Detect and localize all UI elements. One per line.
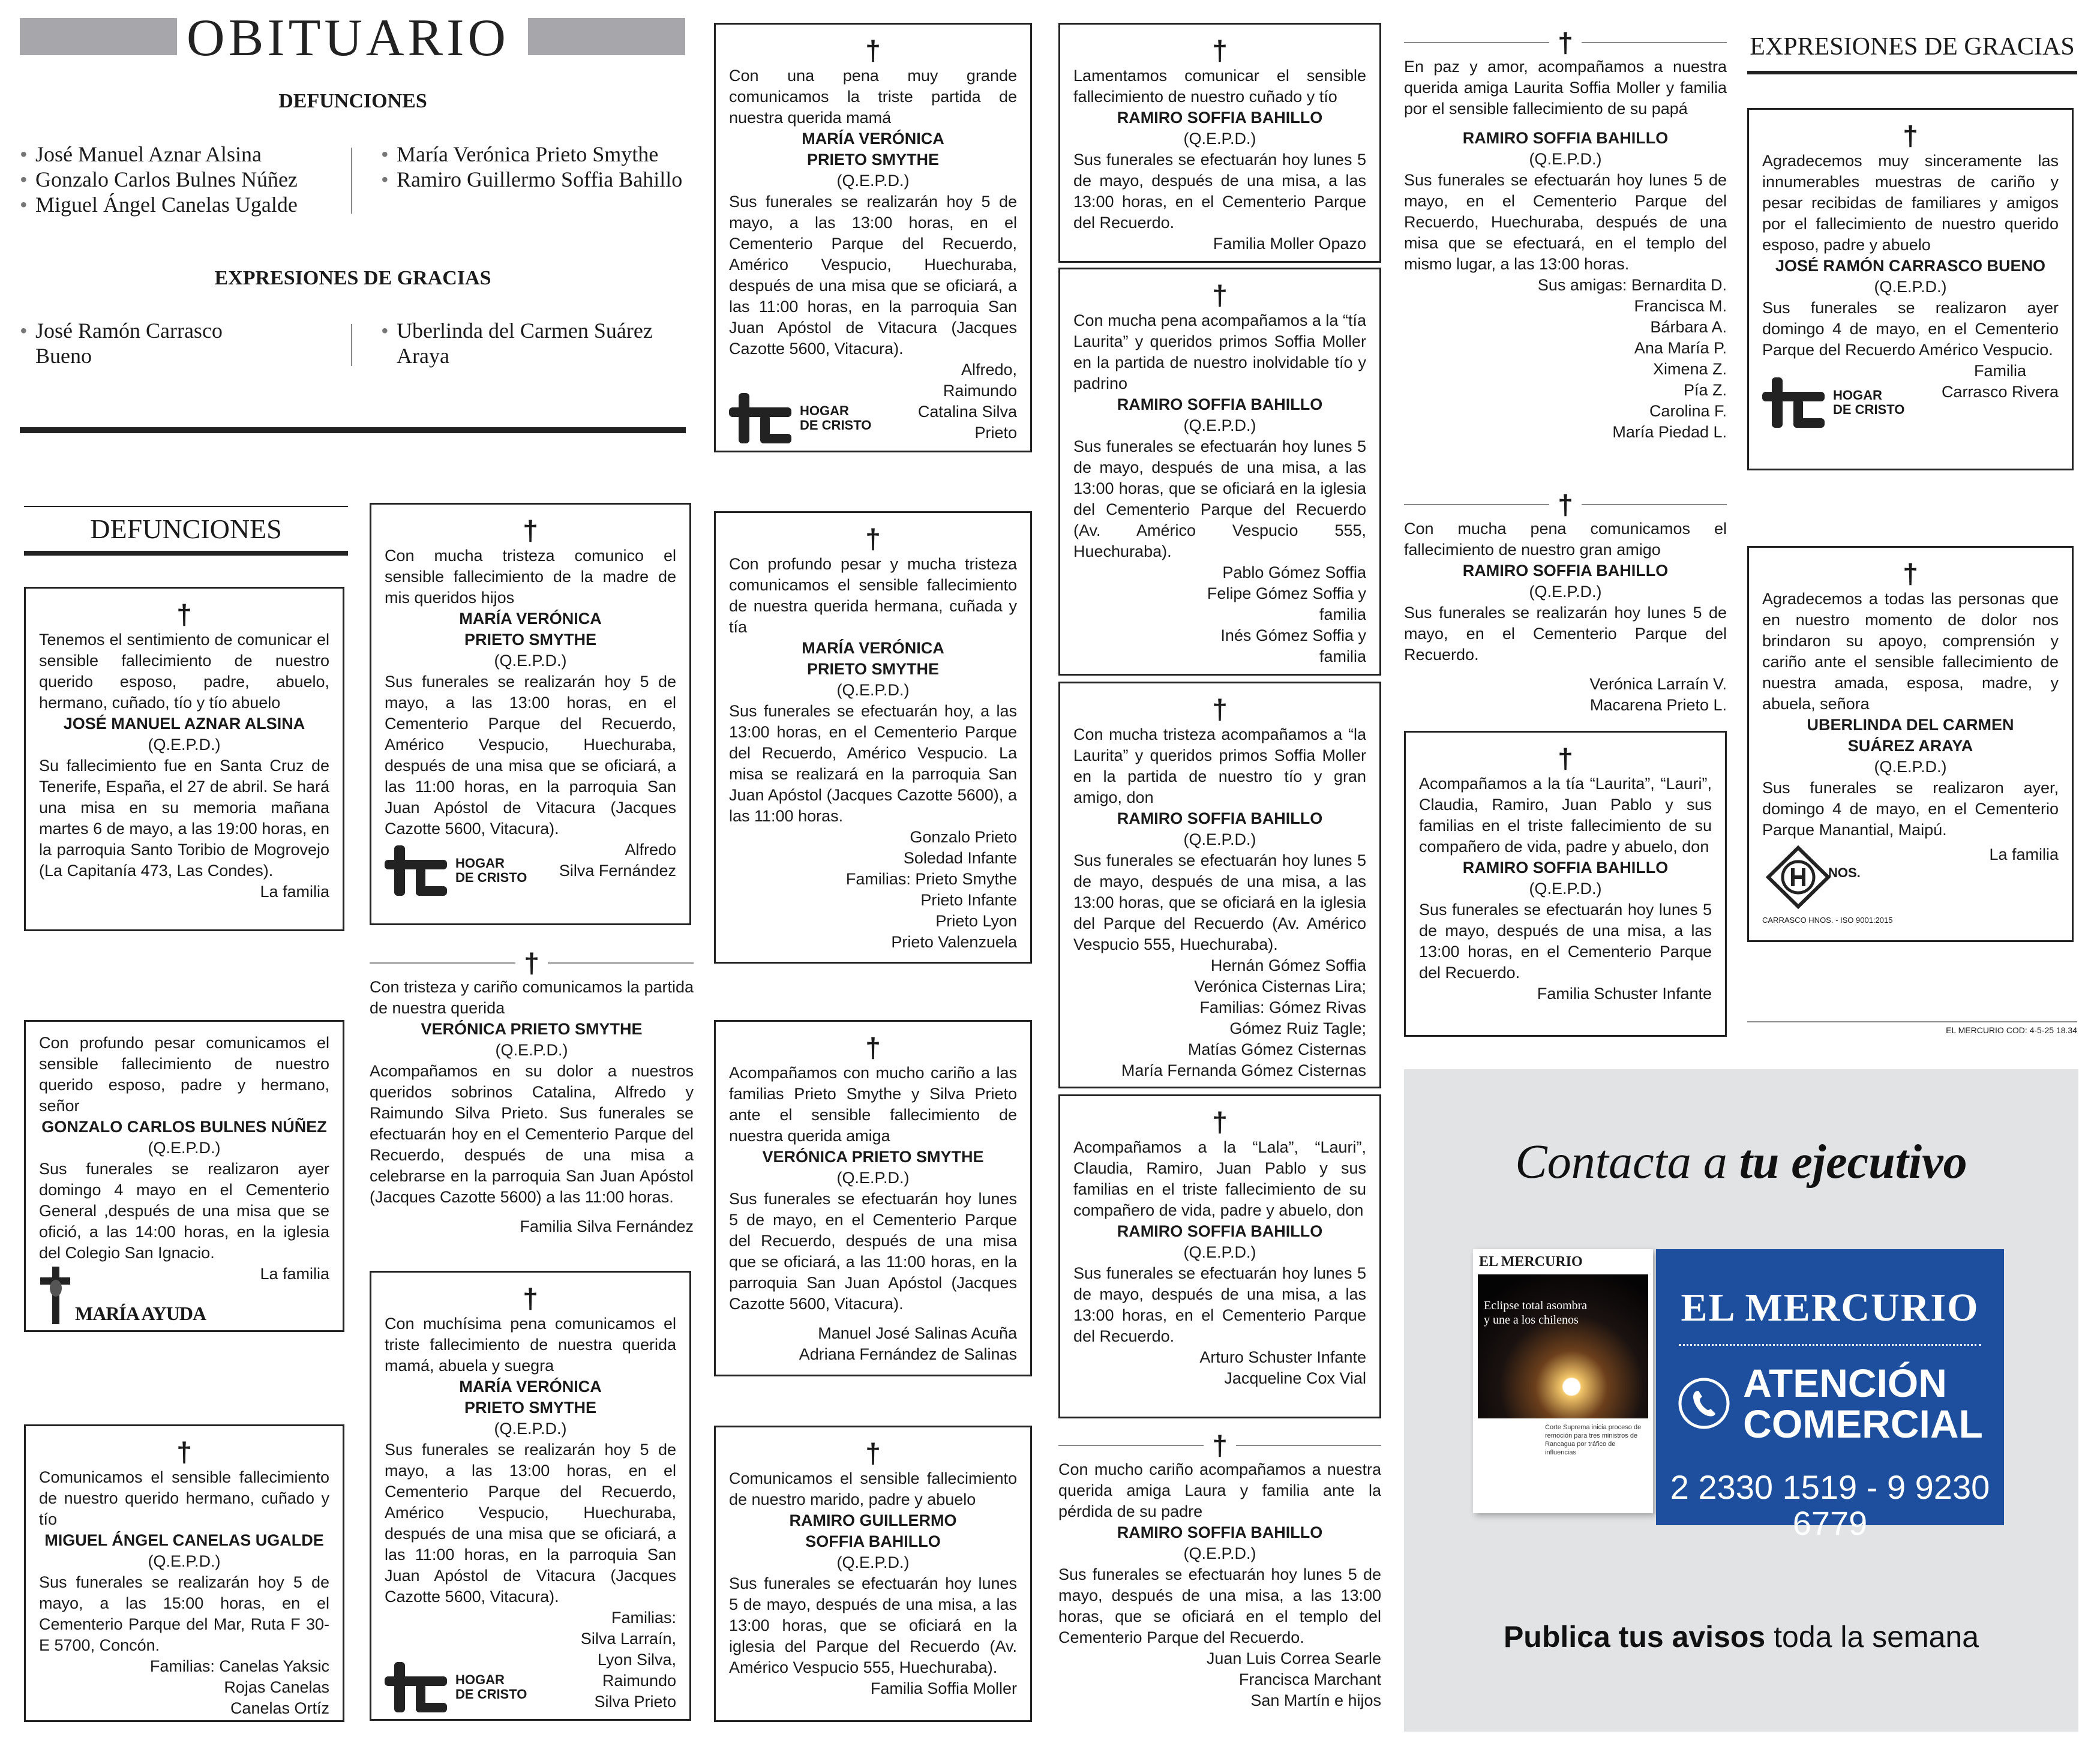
notice-body: Acompañamos en su dolor a nuestros queridos sobrinos Catalina, Alfredo y Raimundo Silva Prieto. Sus funerales se efectuarán hoy en el Cementerio Parque del Recuerdo, después de una misa a celebrarse en la parroquia San Juan Apóstol (Jacques Cazotte 5600) a las 11:00 horas. (370, 1062, 694, 1206)
notice-prieto-familias (370, 1271, 691, 1721)
maria-ayuda-label: MARÍA AYUDA (75, 1303, 206, 1324)
deceased-name: RAMIRO SOFFIA BAHILLO (1462, 129, 1669, 147)
ad-service-line1: ATENCIÓN (1743, 1361, 1947, 1405)
cross-icon: † (865, 1032, 881, 1063)
hogar-de-cristo-icon (385, 1662, 448, 1712)
notice-signature: Hernán Gómez Soffia Verónica Cisternas Lira; Familias: Gómez Rivas Gómez Ruiz Tagle; Matías Gómez Cisternas María Fernanda Gómez Cisternas (1121, 956, 1366, 1079)
notice-signature: La familia (260, 883, 329, 901)
hogar-de-cristo-label: HOGAR DE CRISTO (455, 1672, 527, 1702)
notice-moller-opazo (1058, 23, 1381, 263)
notice-intro: Con una pena muy grande comunicamos la triste partida de nuestra querida mamá (729, 67, 1017, 127)
notice-intro: Acompañamos a la tía “Laurita”, “Lauri”, Claudia, Ramiro, Juan Pablo y sus familias en el triste fallecimiento de su compañero de vida, padre y abuelo, don (1419, 775, 1712, 856)
cross-icon: † (1903, 120, 1918, 151)
qepd: (Q.E.P.D.) (1874, 278, 1947, 296)
notice-schuster-cox (1058, 1094, 1381, 1418)
notice-prieto-alfredo (370, 503, 691, 925)
cross-icon: † (523, 1283, 538, 1314)
hogar-de-cristo-icon (385, 845, 448, 896)
section-rule-top (24, 506, 348, 507)
notice-intro: Con muchísima pena comunicamos el triste fallecimiento de nuestra querida mamá, abuela y suegra (385, 1315, 676, 1375)
index-gracias-col1 (20, 318, 284, 368)
notice-signature: Alfredo Silva Fernández (559, 841, 676, 880)
carrasco-logo-text: NOS. (1828, 865, 1861, 880)
cross-icon: † (1212, 1106, 1228, 1138)
notice-signature: Familia Carrasco Rivera (1941, 362, 2059, 401)
notice-soffia-moller (714, 1426, 1032, 1722)
index-item: • Gonzalo Carlos Bulnes Núñez (20, 167, 350, 192)
notice-body: Sus funerales se realizaron ayer domingo 4 de mayo, en el Cementerio Parque del Recuerdo Américo Vespucio. (1762, 299, 2059, 359)
qepd: (Q.E.P.D.) (1183, 416, 1256, 434)
ad-paper-masthead: EL MERCURIO (1479, 1254, 1583, 1270)
ad-service-line2: COMERCIAL (1743, 1402, 1983, 1446)
qepd: (Q.E.P.D.) (494, 652, 567, 670)
ad-paper-sub: Corte Suprema inicia proceso de remoción para tres ministros de Rancagua por tráfico de influencias (1545, 1424, 1642, 1456)
notice-silva-fernandez (370, 949, 694, 1237)
notice-schuster-infante (1404, 731, 1727, 1037)
qepd: (Q.E.P.D.) (1183, 830, 1256, 848)
index-item: • José Manuel Aznar Alsina (20, 142, 350, 167)
header-bar-right (528, 18, 685, 55)
notice-signature: Familias: Canelas Yaksic Rojas Canelas Canelas Ortíz (149, 1657, 329, 1717)
notice-signature: Alfredo, Raimundo Catalina Silva Prieto (917, 361, 1017, 442)
notice-intro: Con mucha pena acompañamos a la “tía Laurita” y queridos primos Soffia Moller en la partida de nuestro inolvidable tío y padrino (1073, 311, 1366, 392)
notice-intro: Con mucha tristeza acompañamos a “la Laurita” y queridos primos Soffia Moller en la partida de nuestro tío y gran amigo, don (1073, 725, 1366, 806)
notice-gomez-soffia-pablo (1058, 268, 1381, 676)
notice-body: Sus funerales se efectuarán hoy, a las 13:00 horas, en el Cementerio Parque del Recuerdo, Américo Vespucio. La misa se realizará en la parroquia San Juan Apóstol (Jacques Cazotte 5600), a las 11:00 horas. (729, 702, 1017, 825)
notice-body: Sus funerales se efectuarán hoy lunes 5 de mayo, en el Cementerio Parque del Recuerdo, Huechuraba, después de una misa que se efectuará, en el templo del mismo lugar, a las 13:00 horas. (1404, 171, 1727, 273)
deceased-name: RAMIRO SOFFIA BAHILLO (1462, 859, 1669, 877)
deceased-name: MARÍA VERÓNICA PRIETO SMYTHE (802, 639, 944, 678)
qepd: (Q.E.P.D.) (495, 1041, 568, 1059)
ad-headline (1404, 1135, 2078, 1189)
notice-body: Sus funerales se realizarán hoy lunes 5 de mayo, en el Cementerio Parque del Recuerdo. (1404, 604, 1727, 664)
qepd: (Q.E.P.D.) (148, 1139, 221, 1157)
notice-intro: Comunicamos el sensible fallecimiento de nuestro querido hermano, cuñado y tío (39, 1468, 329, 1528)
notice-body: Sus funerales se efectuarán hoy lunes 5 de mayo, después de una misa, a las 13:00 horas, que se oficiará en el templo del Cementerio Parque del Recuerdo. (1058, 1565, 1381, 1646)
deceased-name: RAMIRO SOFFIA BAHILLO (1117, 109, 1323, 127)
cod-text: EL MERCURIO COD: 4-5-25 18.34 (1946, 1025, 2077, 1035)
index-gracias-col2 (381, 318, 693, 368)
index-item: • Uberlinda del Carmen Suárez Araya (381, 318, 693, 368)
notice-signature: Gonzalo Prieto Soledad Infante Familias: Prieto Smythe Prieto Infante Prieto Lyon Prieto Valenzuela (845, 828, 1017, 951)
notice-intro: Agradecemos muy sinceramente las innumerables muestras de cariño y pesar recibidas de familiares y amigos por el fallecimiento de nuestro querido esposo, padre y abuelo (1762, 152, 2059, 254)
notice-body: Sus funerales se realizarán hoy 5 de mayo, a las 13:00 horas, en el Cementerio Parque del Recuerdo, Américo Vespucio, Huechuraba, después de una misa que se oficiará, a las 11:00 horas, en la parroquia San Juan Apóstol de Vitacura (Jacques Cazotte 5600, Vitacura). (385, 673, 676, 838)
deceased-name: RAMIRO SOFFIA BAHILLO (1117, 1523, 1323, 1541)
notice-intro: Acompañamos con mucho cariño a las familias Prieto Smythe y Silva Prieto ante el sensible fallecimiento de nuestra querida amiga (729, 1064, 1017, 1145)
qepd: (Q.E.P.D.) (1529, 150, 1602, 168)
cross-icon: † (1903, 558, 1918, 589)
separator (1404, 491, 1727, 518)
notice-signature: Pablo Gómez Soffia Felipe Gómez Soffia y familia Inés Gómez Soffia y familia (1207, 563, 1366, 665)
separator (1058, 1432, 1381, 1459)
deceased-name: VERÓNICA PRIETO SMYTHE (421, 1020, 643, 1038)
qepd: (Q.E.P.D.) (1529, 583, 1602, 601)
deceased-name: VERÓNICA PRIETO SMYTHE (762, 1148, 984, 1166)
index-divider (351, 324, 352, 366)
notice-body: Sus funerales se efectuarán hoy lunes 5 de mayo, después de una misa, a las 13:00 horas, que se oficiará en la iglesia del Cementerio Parque del Recuerdo (Av. Américo Vespucio 555, Huechuraba). (1073, 437, 1366, 560)
ad-brand-divider (1679, 1344, 1981, 1346)
notice-signature: Sus amigas: Bernardita D. Francisca M. Bárbara A. Ana María P. Ximena Z. Pía Z. Carolina F. María Piedad L. (1537, 276, 1727, 441)
deceased-name: GONZALO CARLOS BULNES NÚÑEZ (41, 1118, 327, 1136)
notice-canelas (24, 1424, 344, 1722)
notice-signature: Arturo Schuster Infante Jacqueline Cox Vial (1199, 1348, 1366, 1387)
deceased-name: MARÍA VERÓNICA PRIETO SMYTHE (459, 1378, 602, 1417)
notice-signature: Familia Moller Opazo (1213, 235, 1366, 253)
phone-icon (1677, 1376, 1731, 1430)
ad-brand-panel (1656, 1249, 2004, 1542)
carrasco-logo (1762, 844, 1918, 925)
cross-icon: † (865, 35, 881, 66)
qepd: (Q.E.P.D.) (494, 1420, 567, 1438)
notice-intro: Agradecemos a todas las personas que en nuestro momento de dolor nos brindaron su apoyo, comprensión y cariño ante el sensible fallecimiento de nuestra amada, esposa, madre, y abuela, señora (1762, 590, 2059, 713)
notice-intro: Lamentamos comunicar el sensible fallecimiento de nuestro cuñado y tío (1073, 67, 1366, 106)
section-defunciones-title: DEFUNCIONES (90, 514, 282, 544)
ad-brand-title: EL MERCURIO (1681, 1286, 1979, 1330)
notice-body: Sus funerales se realizarán hoy 5 de mayo, a las 13:00 horas, en el Cementerio Parque del Recuerdo, Américo Vespucio, Huechuraba, después de una misa que se oficiará, a las 11:00 horas, en la parroquia San Juan Apóstol de Vitacura (Jacques Cazotte 5600, Vitacura). (385, 1441, 676, 1606)
hogar-de-cristo-icon (729, 393, 793, 443)
section-rule-bottom (24, 551, 348, 556)
index-item: • Miguel Ángel Canelas Ugalde (20, 192, 350, 217)
notice-intro: Con mucho cariño acompañamos a nuestra querida amiga Laura y familia ante la pérdida de su padre (1058, 1460, 1381, 1520)
notice-body: Sus funerales se efectuarán hoy lunes 5 de mayo, después de una misa, a las 13:00 horas, en el Cementerio Parque del Recuerdo. (1073, 151, 1366, 232)
index-item: • María Verónica Prieto Smythe (381, 142, 693, 167)
qepd: (Q.E.P.D.) (148, 1552, 221, 1570)
separator (1404, 29, 1727, 56)
index-defunciones-col2 (381, 142, 693, 192)
section-gracias-rule (1747, 71, 2077, 74)
notice-correa-marchant (1058, 1432, 1381, 1711)
qepd: (Q.E.P.D.) (836, 1169, 910, 1187)
notice-intro: Con tristeza y cariño comunicamos la partida de nuestra querida (370, 978, 694, 1017)
notice-intro: Con profundo pesar comunicamos el sensible fallecimiento de nuestro querido esposo, padre y hermano, señor (39, 1034, 329, 1115)
notice-intro: Comunicamos el sensible fallecimiento de nuestro marido, padre y abuelo (729, 1469, 1017, 1508)
qepd: (Q.E.P.D.) (1183, 1243, 1256, 1261)
notice-signature: Manuel José Salinas Acuña Adriana Fernández de Salinas (799, 1324, 1017, 1363)
cross-icon: † (865, 523, 881, 554)
notice-intro: Con mucha pena comunicamos el fallecimiento de nuestro gran amigo (1404, 520, 1727, 559)
ad-panel[interactable] (1404, 1069, 2078, 1732)
section-gracias-title: EXPRESIONES DE GRACIAS (1750, 33, 2075, 61)
notice-signature: Juan Luis Correa Searle Francisca Marchant San Martín e hijos (1206, 1649, 1381, 1709)
ad-phone-numbers[interactable]: 2 2330 1519 - 9 9230 6779 (1670, 1468, 1990, 1542)
notice-amigas (1404, 29, 1727, 443)
notice-signature: Familia Schuster Infante (1537, 985, 1712, 1003)
cross-icon: † (523, 515, 538, 546)
header-rule (20, 427, 686, 433)
ad-service-label (1743, 1363, 1983, 1444)
cross-icon: † (1212, 35, 1228, 66)
index-defunciones-col1 (20, 142, 350, 217)
notice-intro: Con mucha tristeza comunico el sensible fallecimiento de la madre de mis queridos hijos (385, 547, 676, 607)
notice-signature: Verónica Larraín V. Macarena Prieto L. (1589, 675, 1727, 714)
notice-intro: Acompañamos a la “Lala”, “Lauri”, Claudia, Ramiro, Juan Pablo y sus familias en el triste fallecimiento de su compañero de vida, padre y abuelo, don (1073, 1138, 1366, 1219)
notice-body: Sus funerales se efectuarán hoy lunes 5 de mayo, después de una misa, a las 13:00 horas, que se oficiará en la iglesia del Parque del Recuerdo (Av. Américo Vespucio 555, Huechuraba). (729, 1574, 1017, 1676)
qepd: (Q.E.P.D.) (1183, 130, 1256, 148)
qepd: (Q.E.P.D.) (1874, 758, 1947, 776)
qepd: (Q.E.P.D.) (148, 736, 221, 754)
separator (370, 949, 694, 977)
notice-body: Sus funerales se efectuarán hoy lunes 5 de mayo, después de una misa, a las 13:00 horas, en el Cementerio Parque del Recuerdo. (1419, 901, 1712, 982)
notice-signature: La familia (1989, 845, 2059, 863)
qepd: (Q.E.P.D.) (1183, 1544, 1256, 1562)
cross-icon: † (865, 1438, 881, 1469)
page-title: OBITUARIO (187, 9, 509, 67)
notice-prieto-catalina (714, 23, 1032, 452)
notice-body: Sus funerales se realizaron ayer domingo 4 mayo en el Cementerio General ,después de una misa que se ofició, a las 14:00 horas, en la iglesia del Colegio San Ignacio. (39, 1160, 329, 1262)
deceased-name: RAMIRO SOFFIA BAHILLO (1117, 809, 1323, 827)
gracias-suarez (1747, 546, 2074, 942)
notice-aznar (24, 587, 344, 931)
notice-body: Su fallecimiento fue en Santa Cruz de Tenerife, España, el 27 de abril. Se hará una misa en su memoria mañana martes 6 de mayo, a las 19:00 horas, en la parroquia Santo Toribio de Mogrovejo (La Capitanía 473, Las Condes). (39, 757, 329, 880)
ad-footer (1404, 1619, 2078, 1655)
notice-signature: Familias: Silva Larraín, Lyon Silva, Raimundo Silva Prieto (580, 1609, 676, 1711)
notice-signature: Familia Silva Fernández (520, 1217, 694, 1235)
index-item: • Ramiro Guillermo Soffia Bahillo (381, 167, 693, 192)
hogar-de-cristo-label: HOGAR DE CRISTO (800, 403, 872, 433)
notice-gomez-soffia-hernan (1058, 682, 1381, 1088)
ad-paper-photo (1478, 1274, 1648, 1418)
cod-rule (1747, 1021, 2077, 1022)
index-divider (351, 148, 352, 214)
crucifix-icon (39, 1267, 71, 1324)
cross-icon: † (1212, 1430, 1228, 1461)
deceased-name: MARÍA VERÓNICA PRIETO SMYTHE (459, 610, 602, 649)
cross-icon: † (1558, 743, 1573, 774)
notice-intro: Con profundo pesar y mucha tristeza comunicamos el sensible fallecimiento de nuestra querida hermana, cuñada y tía (729, 555, 1017, 636)
notice-bulnes (24, 1020, 344, 1332)
hogar-de-cristo-logo (729, 393, 871, 443)
deceased-name: MIGUEL ÁNGEL CANELAS UGALDE (44, 1531, 324, 1549)
deceased-name: UBERLINDA DEL CARMEN SUÁREZ ARAYA (1807, 716, 2014, 755)
notice-signature: Familia Soffia Moller (870, 1679, 1017, 1697)
deceased-name: RAMIRO GUILLERMO SOFFIA BAHILLO (789, 1511, 957, 1550)
notice-body: Sus funerales se efectuarán hoy lunes 5 de mayo, en el Cementerio Parque del Recuerdo, después de una misa que se oficiará, a las 11:00 horas, en la parroquia San Juan Apóstol (Jacques Cazotte 5600, Vitacura). (729, 1190, 1017, 1313)
cross-icon: † (1558, 27, 1573, 58)
cross-icon: † (1212, 694, 1228, 725)
qepd: (Q.E.P.D.) (836, 172, 910, 190)
ad-footer-bold: Publica tus avisos (1503, 1620, 1766, 1654)
notice-salinas (714, 1020, 1032, 1376)
notice-body: Sus funerales se realizaron ayer, domingo 4 de mayo, en el Cementerio Parque Manantial, Maipú. (1762, 779, 2059, 839)
qepd: (Q.E.P.D.) (836, 681, 910, 699)
cross-icon: † (524, 947, 539, 979)
ad-footer-plain: toda la semana (1765, 1620, 1979, 1654)
deceased-name: JOSÉ MANUEL AZNAR ALSINA (63, 715, 305, 733)
notice-body: Sus funerales se realizarán hoy 5 de mayo, a las 15:00 horas, en el Cementerio Parque del Mar, Ruta F 30-E 5700, Concón. (39, 1573, 329, 1654)
header-bar-left (20, 18, 177, 55)
notice-prieto-gonzalo (714, 511, 1032, 964)
hogar-de-cristo-label: HOGAR DE CRISTO (1833, 388, 1905, 417)
index-gracias-heading: EXPRESIONES DE GRACIAS (214, 267, 491, 289)
ad-headline-bold: tu ejecutivo (1739, 1136, 1967, 1189)
cross-icon: † (1212, 280, 1228, 311)
gracias-carrasco (1747, 108, 2074, 470)
ad-headline-plain: Contacta a (1515, 1136, 1739, 1189)
cross-icon: † (176, 599, 192, 630)
hogar-de-cristo-label: HOGAR DE CRISTO (455, 856, 527, 885)
deceased-name: RAMIRO SOFFIA BAHILLO (1117, 1222, 1323, 1240)
carrasco-caption: CARRASCO HNOS. - ISO 9001:2015 (1762, 916, 1893, 925)
notice-intro: Tenemos el sentimiento de comunicar el sensible fallecimiento de nuestro querido esposo, padre, abuelo, hermano, cuñado, tío y tío abuelo (39, 631, 329, 712)
deceased-name: RAMIRO SOFFIA BAHILLO (1117, 395, 1323, 413)
hogar-de-cristo-logo (385, 1662, 527, 1712)
deceased-name: RAMIRO SOFFIA BAHILLO (1462, 562, 1669, 580)
notice-body: Sus funerales se efectuarán hoy lunes 5 de mayo, después de una misa, a las 13:00 horas, en el Cementerio Parque del Recuerdo. (1073, 1264, 1366, 1345)
deceased-name: MARÍA VERÓNICA PRIETO SMYTHE (802, 130, 944, 169)
notice-body: Sus funerales se efectuarán hoy lunes 5 de mayo, después de una misa, a las 13:00 horas, que se oficiará en la iglesia del Parque del Recuerdo (Av. Américo Vespucio 555, Huechuraba). (1073, 851, 1366, 953)
qepd: (Q.E.P.D.) (836, 1553, 910, 1571)
deceased-name: JOSÉ RAMÓN CARRASCO BUENO (1775, 257, 2046, 275)
hogar-de-cristo-icon (1762, 377, 1826, 428)
hogar-de-cristo-logo (1762, 377, 1904, 428)
notice-intro: En paz y amor, acompañamos a nuestra querida amiga Laurita Soffia Moller y familia por el sensible fallecimiento de su papá (1404, 58, 1727, 118)
qepd: (Q.E.P.D.) (1529, 880, 1602, 898)
cross-icon: † (1558, 489, 1573, 520)
notice-signature: La familia (260, 1265, 329, 1283)
cross-icon: † (176, 1436, 192, 1468)
ad-paper-headline: Eclipse total asombra y une a los chilenos (1484, 1299, 1588, 1327)
notice-body: Sus funerales se realizarán hoy 5 de mayo, a las 13:00 horas, en el Cementerio Parque del Recuerdo, Américo Vespucio, Huechuraba, después de una misa que se oficiará, a las 11:00 horas, en la parroquia San Juan Apóstol de Vitacura (Jacques Cazotte 5600, Vitacura). (729, 193, 1017, 358)
ad-newspaper-image (1473, 1249, 1653, 1513)
index-item: • José Ramón Carrasco Bueno (20, 318, 284, 368)
index-defunciones-heading: DEFUNCIONES (278, 90, 427, 112)
notice-larrain-prieto (1404, 491, 1727, 716)
